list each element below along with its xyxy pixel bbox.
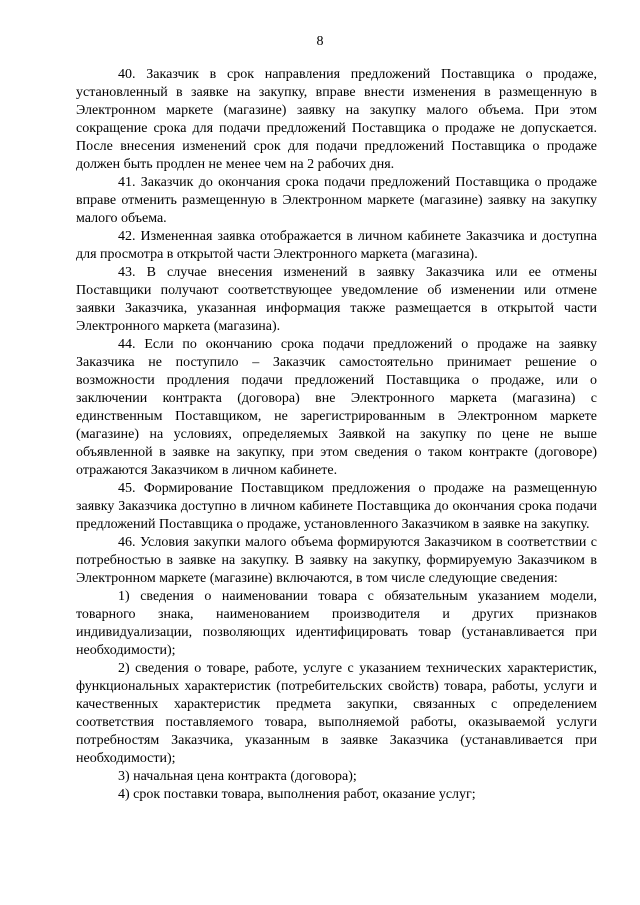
paragraph-46: 46. Условия закупки малого объема формируются Заказчиком в соответствии с потребностью в заявке на закупку. В заявку на закупку, формируемую Заказчиком в Электронном маркете (магазине) включаются, в том числе следующие сведения: (76, 535, 597, 586)
paragraph-40: 40. Заказчик в срок направления предложений Поставщика о продаже, установленный в заявке на закупку, вправе внести изменения в размещенную в Электронном маркете (магазине) заявку на закупку малого объема. При этом сокращение срока для подачи предложений Поставщика о продаже не допускается. После внесения изменений срок для подачи предложений Поставщика о продаже должен быть продлен не менее чем на 2 рабочих дня. (76, 67, 597, 172)
list-item-3: 3) начальная цена контракта (договора); (118, 769, 357, 784)
paragraph-45: 45. Формирование Поставщиком предложения о продаже на размещенную заявку Заказчика доступно в личном кабинете Поставщика до окончания срока подачи предложений Поставщика о продаже, установленного Заказчиком в заявке на закупку. (76, 481, 597, 532)
list-item-1: 1) сведения о наименовании товара с обязательным указанием модели, товарного знака, наименованием производителя и других признаков индивидуализации, позволяющих идентифицировать товар (устанавливается при необходимости); (76, 589, 597, 658)
paragraph-44: 44. Если по окончанию срока подачи предложений о продаже на заявку Заказчика не поступило – Заказчик самостоятельно принимает решение о возможности продления подачи предложений Поставщика о продаже, или о заключении контракта (договора) вне Электронного маркета (магазина) с единственным Поставщиком, не зарегистрированным в Электронном маркете (магазине) на условиях, определяемых Заявкой на закупку по цене не выше объявленной в заявке на закупку, при этом сведения о таком контракте (договоре) отражаются Заказчиком в личном кабинете. (76, 337, 597, 478)
list-item-4: 4) срок поставки товара, выполнения работ, оказание услуг; (118, 787, 476, 802)
page-number: 8 (316, 34, 324, 49)
paragraph-42: 42. Измененная заявка отображается в личном кабинете Заказчика и доступна для просмотра в открытой части Электронного маркета (магазина). (76, 229, 597, 262)
paragraph-41: 41. Заказчик до окончания срока подачи предложений Поставщика о продаже вправе отменить размещенную в Электронном маркете (магазине) заявку на закупку малого объема. (76, 175, 597, 226)
document-body (76, 66, 597, 804)
paragraph-43: 43. В случае внесения изменений в заявку Заказчика или ее отмены Поставщики получают соответствующее уведомление об изменении или отмене заявки Заказчика, указанная информация также размещается в открытой части Электронного маркета (магазина). (76, 265, 597, 334)
list-item-2: 2) сведения о товаре, работе, услуге с указанием технических характеристик, функциональных характеристик (потребительских свойств) товара, работы, услуги и качественных характеристик предмета закупки, связанных с определением соответствия поставляемого товара, выполняемой работы, оказываемой услуги потребностям Заказчика, указанным в заявке Заказчика (устанавливается при необходимости); (76, 661, 597, 766)
